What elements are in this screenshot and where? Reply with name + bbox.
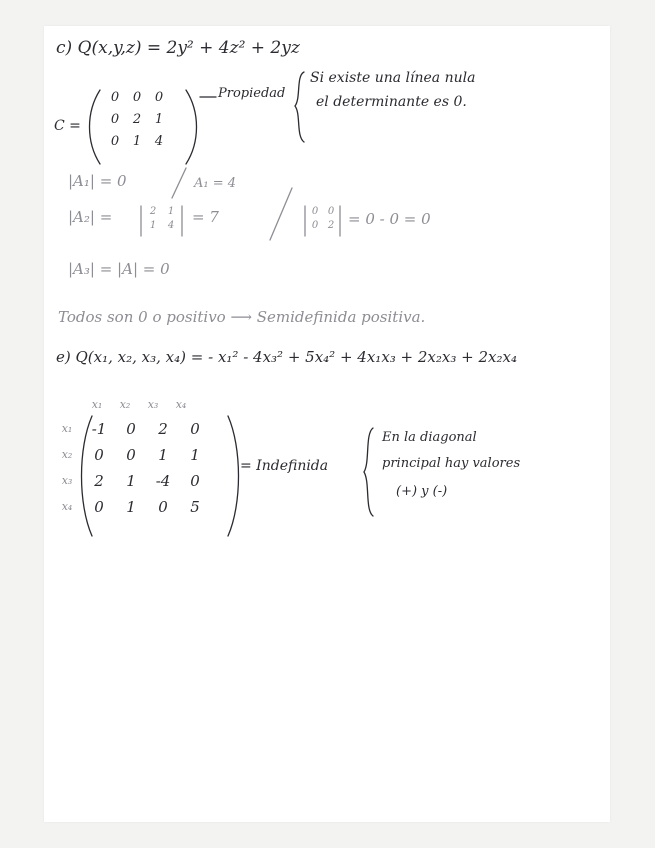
matrix-c-label: C = bbox=[54, 118, 81, 134]
row-header: x₁ bbox=[61, 422, 73, 435]
minor-a2-cell: 4 bbox=[167, 220, 175, 231]
conclusion-c: Todos son 0 o positivo ⟶ Semidefinida positiva. bbox=[58, 308, 426, 326]
matrix-c-cell: 4 bbox=[154, 134, 164, 149]
matrix-c bbox=[104, 90, 184, 162]
matrix-e-row-headers bbox=[58, 422, 80, 532]
minor-alt-matrix bbox=[306, 206, 342, 236]
matrix-e-result: = Indefinida bbox=[240, 458, 329, 474]
minor-a2-cell: 1 bbox=[149, 220, 157, 231]
column-header: x₁ bbox=[91, 398, 103, 411]
matrix-c-cell: 0 bbox=[132, 90, 142, 105]
column-header: x₂ bbox=[119, 398, 131, 411]
matrix-e-cell: 0 bbox=[126, 420, 136, 438]
handwritten-page bbox=[44, 26, 610, 822]
matrix-c-cell: 0 bbox=[154, 90, 164, 105]
slash-divider-2 bbox=[266, 186, 296, 242]
matrix-c-cell: 0 bbox=[110, 112, 120, 127]
matrix-e-cell: 0 bbox=[158, 498, 168, 516]
matrix-c-cell: 0 bbox=[110, 90, 120, 105]
minor-alt-cell: 2 bbox=[327, 220, 335, 231]
note-e-line-2: principal hay valores bbox=[382, 456, 521, 471]
section-c-heading: c) Q(x,y,z) = 2y² + 4z² + 2yz bbox=[56, 38, 300, 58]
matrix-e-cell: 0 bbox=[190, 472, 200, 490]
matrix-e-cell: 0 bbox=[190, 420, 200, 438]
section-e-heading: e) Q(x₁, x₂, x₃, x₄) = - x₁² - 4x₃² + 5x₄² + 4x₁x₃ + 2x₂x₃ + 2x₂x₄ bbox=[56, 348, 517, 366]
row-header: x₂ bbox=[61, 448, 73, 461]
minor-alt-result: = 0 - 0 = 0 bbox=[348, 210, 431, 228]
matrix-c-cell: 1 bbox=[154, 112, 164, 127]
minor-a2-matrix bbox=[144, 206, 184, 236]
matrix-e-cell: 1 bbox=[126, 498, 136, 516]
note-e-brace bbox=[362, 426, 376, 518]
row-header: x₃ bbox=[61, 474, 73, 487]
matrix-e-cell: 1 bbox=[190, 446, 200, 464]
note-e-line-1: En la diagonal bbox=[382, 430, 477, 445]
minor-a1-alt: A₁ = 4 bbox=[194, 176, 237, 191]
row-header: x₄ bbox=[61, 500, 73, 513]
matrix-c-cell: 0 bbox=[110, 134, 120, 149]
matrix-e-cell: 0 bbox=[94, 446, 104, 464]
matrix-c-cell: 1 bbox=[132, 134, 142, 149]
note-line-2: el determinante es 0. bbox=[316, 94, 467, 110]
matrix-c-cell: 2 bbox=[132, 112, 142, 127]
note-brace bbox=[294, 70, 308, 144]
propiedad-dash bbox=[200, 94, 220, 100]
matrix-e-cell: -4 bbox=[155, 472, 171, 490]
matrix-e-cell: 5 bbox=[190, 498, 200, 516]
matrix-e-cell: -1 bbox=[91, 420, 107, 438]
minor-a2-cell: 1 bbox=[167, 206, 175, 217]
matrix-e-cell: 2 bbox=[94, 472, 104, 490]
minor-alt-cell: 0 bbox=[311, 206, 319, 217]
column-header: x₄ bbox=[175, 398, 187, 411]
matrix-e-cell: 0 bbox=[94, 498, 104, 516]
matrix-e-cell: 2 bbox=[158, 420, 168, 438]
minor-a3: |A₃| = |A| = 0 bbox=[68, 260, 170, 278]
note-e-line-3: (+) y (-) bbox=[396, 484, 448, 499]
minor-a1: |A₁| = 0 bbox=[68, 172, 127, 190]
minor-a2-label: |A₂| = bbox=[68, 208, 113, 226]
column-header: x₃ bbox=[147, 398, 159, 411]
slash-divider bbox=[170, 166, 190, 200]
propiedad-label: Propiedad bbox=[218, 86, 286, 101]
matrix-e-column-headers bbox=[88, 398, 218, 414]
matrix-e-cell: 1 bbox=[158, 446, 168, 464]
matrix-e-cell: 0 bbox=[126, 446, 136, 464]
note-line-1: Si existe una línea nula bbox=[310, 70, 476, 86]
minor-a2-cell: 2 bbox=[149, 206, 157, 217]
minor-alt-cell: 0 bbox=[311, 220, 319, 231]
matrix-e bbox=[90, 420, 230, 530]
minor-a2-value: = 7 bbox=[192, 208, 219, 226]
minor-alt-cell: 0 bbox=[327, 206, 335, 217]
matrix-e-cell: 1 bbox=[126, 472, 136, 490]
